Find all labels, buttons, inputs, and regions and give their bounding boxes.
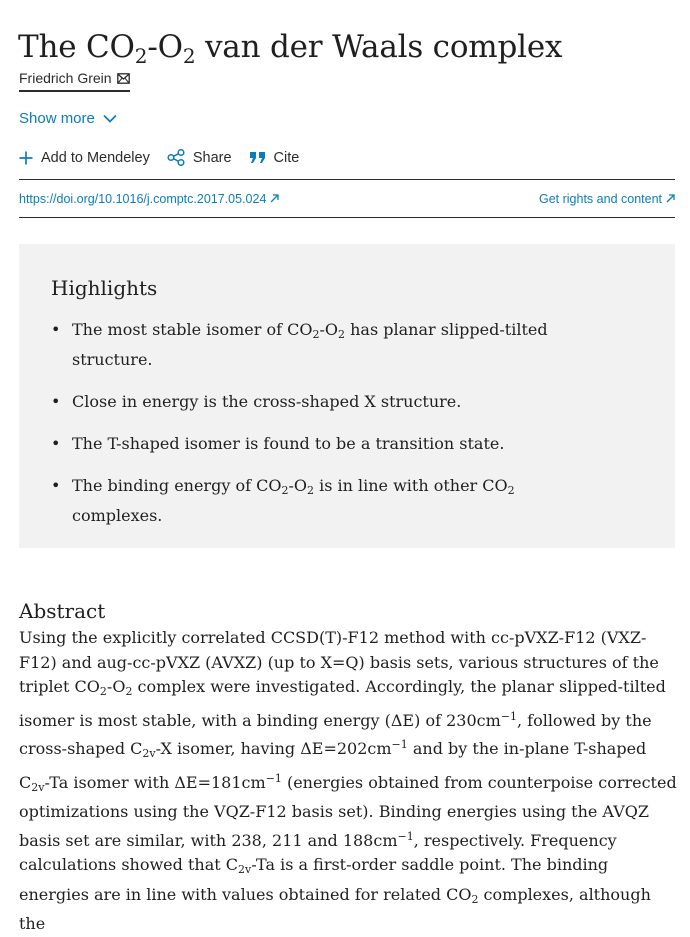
- cite-label: Cite: [273, 149, 300, 166]
- quote-icon: [249, 151, 266, 164]
- mendeley-label: Add to Mendeley: [41, 149, 150, 166]
- external-link-icon: [270, 192, 279, 206]
- plus-icon: [19, 151, 33, 165]
- bullet: •: [51, 434, 61, 453]
- mail-icon[interactable]: [117, 73, 130, 84]
- show-more-button[interactable]: [19, 110, 117, 127]
- author-link[interactable]: [19, 70, 130, 92]
- article-title: The $CO_2-O_2$ van der Waals complex: [18, 28, 563, 68]
- doi-row: [19, 179, 675, 218]
- highlights-box: [19, 244, 675, 548]
- external-link-icon: [666, 192, 675, 206]
- author-name: Friedrich Grein: [19, 70, 112, 86]
- list-item: • The T-shaped isomer is found to be a transition state.: [51, 431, 552, 456]
- doi-text: https://doi.org/10.1016/j.comptc.2017.05.024: [19, 191, 267, 206]
- bullet: •: [51, 320, 61, 339]
- chevron-down-icon: [103, 110, 117, 127]
- doi-link[interactable]: [19, 192, 279, 206]
- cite-button[interactable]: [249, 150, 300, 166]
- bullet: •: [51, 476, 61, 495]
- share-label: Share: [192, 149, 232, 166]
- list-item: • The most stable isomer of $CO_2-O_2$ has planar slipped-tilted structure.: [51, 317, 552, 372]
- list-item: • Close in energy is the cross-shaped X structure.: [51, 389, 552, 414]
- abstract-paragraph: Using the explicitly correlated CCSD(T)-F12 method with cc-pVXZ-F12 (VXZ-F12) and aug-cc-pVXZ (AVXZ) (up to X=Q) basis sets, various structures of the triplet $CO_2-O_2$ complex were investigated. Accordingly, the planar slipped-tilted isomer is most stable, with a binding energy (ΔE) of $230cm^{-1}$, followed by the cross-shaped $C_{2v}-X$ isomer, having $\Delta E=202cm^{-1}$ and by the in-plane T-shaped $C_{2v}-Ta$ isomer with $\Delta E=181cm^{-1}$ (energies obtained from counterpoise corrected optimizations using the VQZ-F12 basis set). Binding energies using the AVQZ basis set are similar, with 238, 211 and $188cm^{-1}$, respectively. Frequency calculations showed that $C_{2v}-Ta$ is a first-order saddle point. The binding energies are in line with values obtained for related $CO_2$ complexes, although the: [19, 628, 677, 933]
- bullet: •: [51, 392, 61, 411]
- show-more-label: Show more: [19, 110, 95, 127]
- highlights-heading: Highlights: [51, 276, 158, 300]
- share-icon: [167, 149, 185, 166]
- abstract-heading: Abstract: [19, 598, 106, 623]
- list-item: • The binding energy of $CO_2-O_2$ is in line with other $CO_2$ complexes.: [51, 473, 552, 528]
- abstract-body: [19, 626, 679, 937]
- get-rights-link[interactable]: [539, 192, 675, 206]
- add-to-mendeley-button[interactable]: [19, 150, 150, 166]
- article-actions: [19, 149, 316, 166]
- rights-text: Get rights and content: [539, 191, 662, 206]
- share-button[interactable]: [167, 149, 232, 166]
- highlights-list: [51, 317, 643, 528]
